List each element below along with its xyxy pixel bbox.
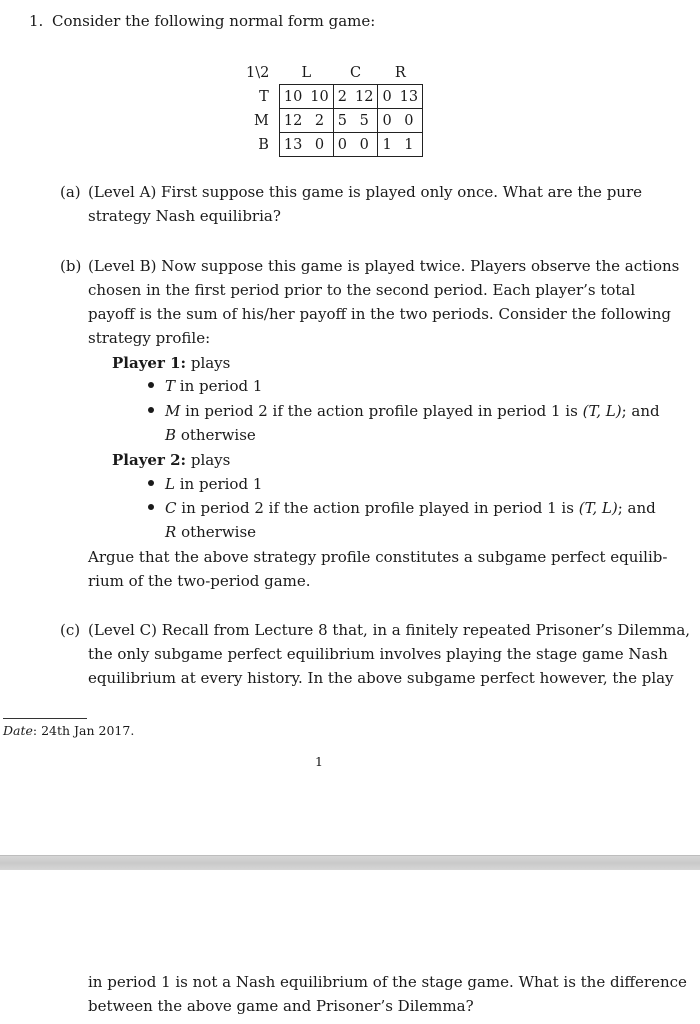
part-b-label: (b) [60, 257, 82, 275]
payoff-cell: 0 [351, 133, 378, 157]
bullet-icon [148, 382, 154, 388]
payoff-cell: 13 [396, 85, 423, 109]
payoff-cell: 0 [306, 133, 333, 157]
footnote-label: Date [3, 723, 33, 738]
footnote-text: : 24th Jan 2017. [32, 723, 135, 738]
part-b-line: (Level B) Now suppose this game is played twice. Players observe the actions [88, 257, 680, 275]
bullet-icon [148, 480, 154, 486]
payoff-cell: 0 [396, 109, 423, 133]
part-c-line: equilibrium at every history. In the above subgame perfect however, the play [88, 669, 674, 687]
part-c-line: the only subgame perfect equilibrium involves playing the stage game Nash [88, 645, 668, 663]
player2-strategy-2-else: R otherwise [165, 523, 257, 541]
player1-verb: plays [190, 354, 231, 372]
payoff-cell: 13 [279, 133, 306, 157]
part-a-label: (a) [60, 183, 81, 201]
part-c-continued: between the above game and Prisoner’s Dilemma? [88, 997, 474, 1015]
player2-strategy-1: L in period 1 [165, 475, 263, 493]
column-header-c: C [350, 64, 362, 81]
payoff-cell: 10 [306, 85, 333, 109]
payoff-cell: 0 [378, 85, 396, 109]
payoff-cell: 0 [333, 133, 351, 157]
payoff-table [246, 61, 423, 157]
part-c-continued: in period 1 is not a Nash equilibrium of the stage game. What is the difference [88, 973, 687, 991]
part-b-line: payoff is the sum of his/her payoff in the two periods. Consider the following [88, 305, 671, 323]
player1-strategy-2: M in period 2 if the action profile played in period 1 is (T, L); and [165, 402, 660, 420]
payoff-cell: 12 [279, 109, 306, 133]
page-two [0, 870, 700, 1024]
part-c-label: (c) [60, 621, 81, 639]
player1-strategy-2-else: B otherwise [165, 426, 256, 444]
payoff-cell: 2 [306, 109, 333, 133]
part-c-line: (Level C) Recall from Lecture 8 that, in a finitely repeated Prisoner’s Dilemma, [88, 621, 691, 639]
payoff-cell: 1 [396, 133, 423, 157]
payoff-cell: 0 [378, 109, 396, 133]
player2-verb: plays [190, 451, 231, 469]
payoff-cell: 10 [279, 85, 306, 109]
payoff-cell: 2 [333, 85, 351, 109]
player2-label: Player 2: [112, 451, 187, 469]
row-label-t: T [259, 88, 269, 105]
part-b-line: chosen in the first period prior to the second period. Each player’s total [88, 281, 636, 299]
footnote [3, 723, 134, 738]
page-separator [0, 855, 700, 871]
player1-heading [112, 351, 230, 375]
payoff-cell: 5 [351, 109, 378, 133]
player1-label: Player 1: [112, 354, 187, 372]
part-b-line: strategy profile: [88, 329, 211, 347]
table-row [246, 109, 423, 133]
bullet-icon [148, 504, 154, 510]
table-row [246, 133, 423, 157]
bullet-icon [148, 407, 154, 413]
payoff-cell: 12 [351, 85, 378, 109]
column-header-r: R [394, 64, 406, 81]
page-number: 1 [315, 754, 323, 769]
player2-heading [112, 448, 230, 472]
part-b-conclusion: Argue that the above strategy profile constitutes a subgame perfect equilib- [88, 548, 668, 566]
problem-number: 1. [29, 12, 44, 30]
table-row [246, 85, 423, 109]
row-label-b: B [258, 136, 269, 153]
part-b-conclusion: rium of the two-period game. [88, 572, 311, 590]
part-a-line: (Level A) First suppose this game is played only once. What are the pure [88, 183, 643, 201]
footnote-rule [3, 718, 87, 719]
column-header-l: L [301, 64, 312, 81]
player1-strategy-1: T in period 1 [165, 377, 263, 395]
problem-intro: Consider the following normal form game: [52, 12, 376, 30]
player2-strategy-2: C in period 2 if the action profile played in period 1 is (T, L); and [165, 499, 656, 517]
row-label-m: M [253, 112, 269, 129]
part-a-line: strategy Nash equilibria? [88, 207, 281, 225]
payoff-cell: 1 [378, 133, 396, 157]
payoff-cell: 5 [333, 109, 351, 133]
corner-label: 1\2 [246, 64, 270, 81]
table-header-row [246, 61, 423, 85]
